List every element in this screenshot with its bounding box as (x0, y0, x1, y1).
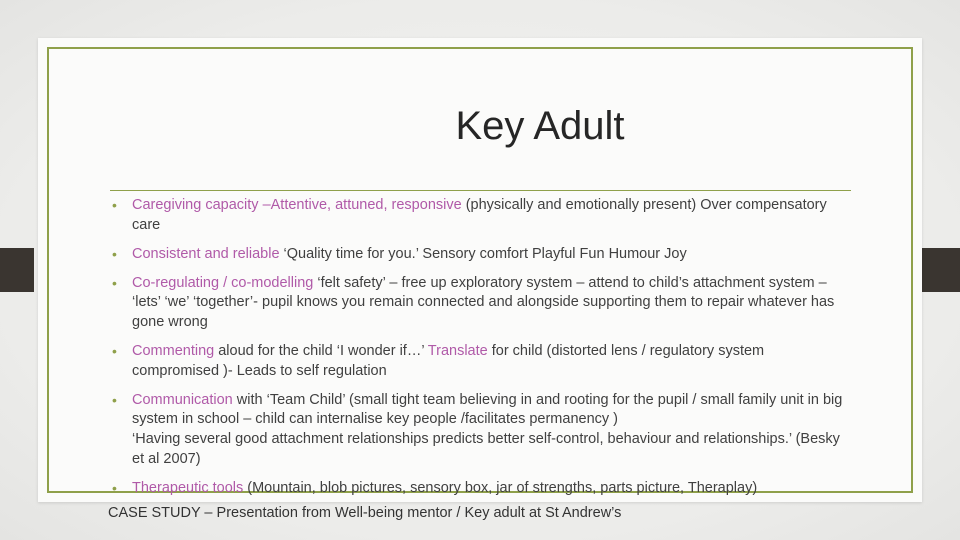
bullet-accent: Co-regulating / co-modelling (132, 274, 314, 291)
bullet-dot-icon: • (112, 479, 117, 496)
bullet-item (112, 342, 852, 381)
case-study-footer: CASE STUDY – Presentation from Well-being mentor / Key adult at St Andrew’s (108, 505, 622, 521)
bullet-dot-icon: • (112, 245, 117, 262)
bullet-dot-icon: • (112, 343, 117, 360)
bullet-dot-icon: • (112, 391, 117, 408)
bullet-accent: Caregiving capacity –Attentive, attuned, responsive (132, 197, 462, 213)
bullet-quote: ‘Having several good attachment relationships predicts better self-control, behaviour and relationships.’ (Besky et al 2007) (132, 430, 840, 467)
bullet-accent: Consistent and reliable (132, 245, 280, 262)
bullet-accent: Commenting (132, 343, 215, 360)
bullet-item (112, 245, 852, 265)
bullet-text: aloud for the child ‘I wonder if…’ (214, 343, 428, 360)
bullet-item (112, 274, 852, 333)
bullet-text: ‘felt safety’ – free up exploratory system – attend to child’s attachment system – ‘lets’ ‘we’ ‘together’- pupil knows you remain connected and alongside supporting them to repair whatever has gone wrong (132, 274, 835, 330)
bullet-text: with ‘Team Child’ (small tight team believing in and rooting for the pupil / small family unit in big system in school – child can internalise key people /facilitates permanency ) (132, 391, 843, 428)
bullet-dot-icon: • (112, 274, 117, 291)
bullet-text: ‘Quality time for you.’ Sensory comfort Playful Fun Humour Joy (279, 245, 687, 262)
bullet-text: (Mountain, blob pictures, sensory box, jar of strengths, parts picture, Theraplay) (243, 479, 758, 496)
slide-title: Key Adult (455, 104, 625, 148)
left-edge-tab (0, 248, 34, 292)
bullet-item (112, 391, 852, 469)
title-divider (110, 190, 851, 191)
bullet-item (112, 196, 852, 235)
bullet-accent-secondary: Translate (427, 343, 488, 360)
bullet-text-secondary: for child (distorted lens / regulatory system compromised )- Leads to self regulation (132, 343, 765, 379)
bullet-accent: Communication (132, 391, 233, 408)
bullet-dot-icon: • (112, 197, 117, 213)
bullet-text: (physically and emotionally present) Over compensatory care (132, 197, 827, 233)
bullet-accent: Therapeutic tools (132, 479, 244, 496)
bullet-list (112, 196, 852, 508)
bullet-item (112, 479, 852, 499)
